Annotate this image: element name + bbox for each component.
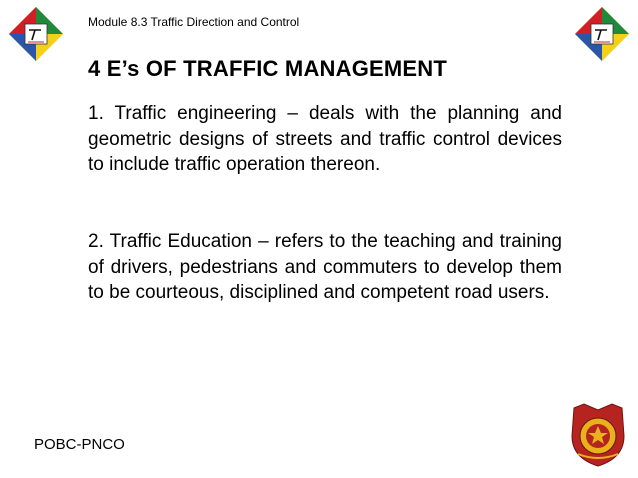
pnp-seal-icon [568, 402, 628, 468]
diamond-emblem-icon [574, 6, 630, 62]
diamond-emblem-icon [8, 6, 64, 62]
module-label: Module 8.3 Traffic Direction and Control [88, 15, 300, 29]
paragraph-traffic-engineering: 1. Traffic engineering – deals with the planning and geometric designs of streets and traffic control devices to include traffic operation thereon. [88, 103, 562, 175]
paragraph-traffic-education: 2. Traffic Education – refers to the teaching and training of drivers, pedestrians and commuters to develop them to be courteous, disciplined and competent road users. [88, 231, 562, 303]
slide-title: 4 E’s OF TRAFFIC MANAGEMENT [88, 56, 448, 81]
footer-org-label: POBC-PNCO [34, 436, 125, 453]
